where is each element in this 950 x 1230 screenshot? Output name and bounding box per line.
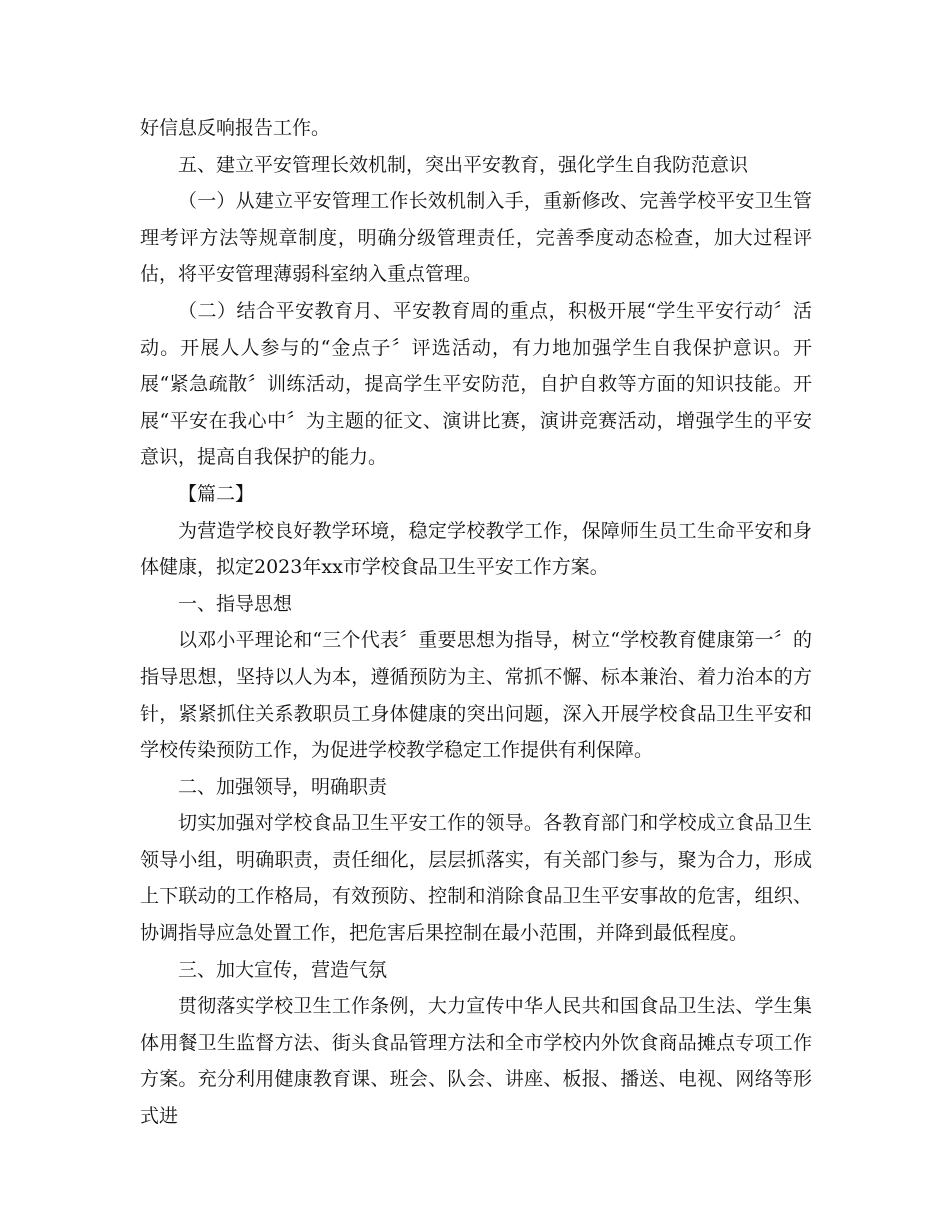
section-heading-five: 五、建立平安管理长效机制，突出平安教育，强化学生自我防范意识 — [178, 153, 749, 176]
section-heading-guiding-thought: 一、指导思想 — [178, 592, 293, 615]
section-heading-leadership: 二、加强领导，明确职责 — [178, 775, 388, 798]
paragraph-intro: 为营造学校良好教学环境，稳定学校教学工作，保障师生员工生命平安和身体健康，拟定2023年xx市学校食品卫生平安工作方案。 — [140, 519, 812, 579]
paragraph-item-two: （二）结合平安教育月、平安教育周的重点，积极开展“学生平安行动〞活动。开展人人参与的“金点子〞评选活动，有力地加强学生自我保护意识。开展“紧急疏散〞训练活动，提高学生平安防范，自护自救等方面的知识技能。开展“平安在我心中〞为主题的征文、演讲比赛，演讲竞赛活动，增强学生的平安意识，提高自我保护的能力。 — [140, 299, 812, 469]
paragraph-item-one: （一）从建立平安管理工作长效机制入手，重新修改、完善学校平安卫生管理考评方法等规章制度，明确分级管理责任，完善季度动态检查，加大过程评估，将平安管理薄弱科室纳入重点管理。 — [140, 190, 812, 286]
paragraph-leadership: 切实加强对学校食品卫生平安工作的领导。各教育部门和学校成立食品卫生领导小组，明确职责，责任细化，层层抓落实，有关部门参与，聚为合力，形成上下联动的工作格局，有效预防、控制和消除食品卫生平安事故的危害，组织、协调指导应急处置工作，把危害后果控制在最小范围，并降到最低程度。 — [140, 812, 812, 945]
paragraph-continuation: 好信息反响报告工作。 — [140, 117, 331, 139]
document-body — [140, 110, 812, 1135]
section-heading-publicity: 三、加大宣传，营造气氛 — [178, 958, 388, 981]
paragraph-publicity: 贯彻落实学校卫生工作条例，大力宣传中华人民共和国食品卫生法、学生集体用餐卫生监督方法、街头食品管理方法和全市学校内外饮食商品摊点专项工作方案。充分利用健康教育课、班会、队会、讲座、板报、播送、电视、网络等形式进 — [140, 995, 812, 1128]
paragraph-guiding-thought: 以邓小平理论和“三个代表〞重要思想为指导，树立“学校教育健康第一〞的指导思想，坚持以人为本，遵循预防为主、常抓不懈、标本兼治、着力治本的方针，紧紧抓住关系教职员工身体健康的突出问题，深入开展学校食品卫生平安和学校传染预防工作，为促进学校教学稳定工作提供有利保障。 — [140, 629, 812, 762]
part-two-heading: 【篇二】 — [178, 482, 255, 505]
